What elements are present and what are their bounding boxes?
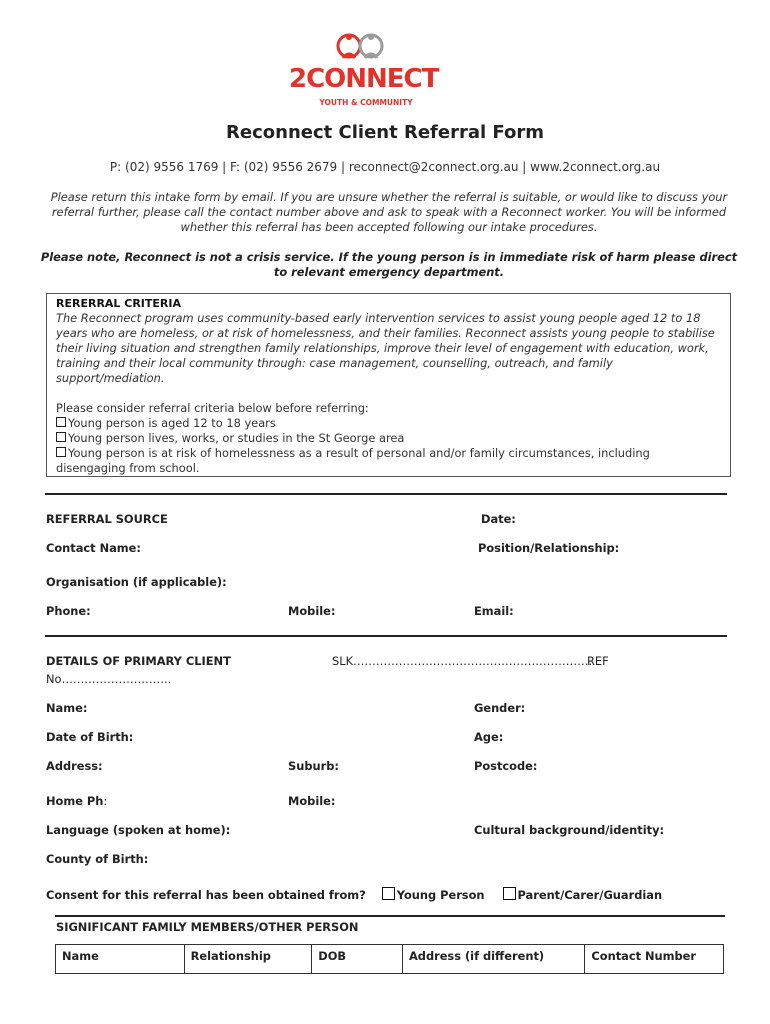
criteria-consider: Please consider referral criteria below before referring: xyxy=(56,401,369,415)
contact-name-label[interactable]: Contact Name: xyxy=(46,541,141,555)
form-title: Reconnect Client Referral Form xyxy=(226,122,544,143)
county-label[interactable]: County of Birth: xyxy=(46,852,149,866)
family-table-header xyxy=(55,944,724,974)
criteria-heading: RERERRAL CRITERIA xyxy=(56,297,181,310)
referral-criteria-box xyxy=(46,293,731,477)
consent-question: Consent for this referral has been obtained from? Young Person Parent/Carer/Guardian xyxy=(46,888,663,902)
criteria-description: The Reconnect program uses community-based early intervention services to assist young people aged 12 to 18 years who are homeless, or at risk of homelessness, and their families. Reconnect assists young people to stabilise their living situation and strengthen family relationships, improve their level of engagement with education, work, training and their local community through: case management, counselling, outreach, and family support/mediation. xyxy=(56,311,715,385)
position-label[interactable]: Position/Relationship: xyxy=(478,541,620,555)
primary-client-heading: DETAILS OF PRIMARY CLIENT xyxy=(46,654,231,668)
column-header-contact-number: Contact Number xyxy=(591,949,697,963)
intro-paragraph: Please return this intake form by email. If you are unsure whether the referral is suitable, or would like to discuss your referral further, please call the contact number above and ask to speak with a Reconnect worker. You will be informed whether this referral has been accepted following our intake procedures. xyxy=(50,190,728,234)
criteria-item[interactable]: Young person is at risk of homelessness as a result of personal and/or family circumstances, including disengaging from school. xyxy=(56,446,650,475)
slk-field[interactable]: SLK……………………………………………………… xyxy=(332,654,593,668)
organisation-label[interactable]: Organisation (if applicable): xyxy=(46,575,227,589)
dob-label[interactable]: Date of Birth: xyxy=(46,730,134,744)
postcode-label[interactable]: Postcode: xyxy=(474,759,538,773)
home-phone-label[interactable]: Home Ph: xyxy=(46,794,108,808)
column-header-dob: DOB xyxy=(312,945,403,973)
client-mobile-label[interactable]: Mobile: xyxy=(288,794,336,808)
column-header-relationship: Relationship xyxy=(185,945,313,973)
checkbox-icon[interactable] xyxy=(56,447,66,457)
checkbox-icon[interactable] xyxy=(56,432,66,442)
section-divider xyxy=(45,635,727,637)
section-divider xyxy=(55,915,725,917)
column-header-name: Name xyxy=(56,945,185,973)
contact-line: P: (02) 9556 1769 | F: (02) 9556 2679 | reconnect@2connect.org.au | www.2connect.org.au xyxy=(109,160,661,174)
address-label[interactable]: Address: xyxy=(46,759,103,773)
name-label[interactable]: Name: xyxy=(46,701,88,715)
checkbox-icon[interactable] xyxy=(382,887,395,900)
date-label[interactable]: Date: xyxy=(481,512,516,526)
crisis-note: Please note, Reconnect is not a crisis service. If the young person is in immediate risk of harm please direct to relevant emergency department. xyxy=(40,250,738,279)
logo-tagline: YOUTH & COMMUNITY xyxy=(319,98,413,107)
consent-parent-option[interactable]: Parent/Carer/Guardian xyxy=(503,888,663,902)
checkbox-icon[interactable] xyxy=(56,417,66,427)
no-field[interactable]: No……………………….. xyxy=(46,672,172,686)
checkbox-icon[interactable] xyxy=(503,887,516,900)
email-label[interactable]: Email: xyxy=(474,604,514,618)
cultural-label[interactable]: Cultural background/identity: xyxy=(474,823,665,837)
suburb-label[interactable]: Suburb: xyxy=(288,759,339,773)
age-label[interactable]: Age: xyxy=(474,730,504,744)
section-divider xyxy=(45,493,727,495)
column-header-address: Address (if different) xyxy=(403,945,585,973)
referral-source-heading: REFERRAL SOURCE xyxy=(46,512,168,526)
2connect-logo xyxy=(285,30,445,110)
criteria-item[interactable]: Young person lives, works, or studies in the St George area xyxy=(56,431,721,446)
gender-label[interactable]: Gender: xyxy=(474,701,526,715)
consent-young-person-option[interactable]: Young Person xyxy=(382,888,485,902)
language-label[interactable]: Language (spoken at home): xyxy=(46,823,231,837)
logo-wordmark: 2CONNECT xyxy=(289,64,439,94)
family-heading: SIGNIFICANT FAMILY MEMBERS/OTHER PERSON xyxy=(56,920,359,934)
criteria-item[interactable]: Young person is aged 12 to 18 years xyxy=(56,416,721,431)
phone-label[interactable]: Phone: xyxy=(46,604,91,618)
mobile-label[interactable]: Mobile: xyxy=(288,604,336,618)
ref-label: REF xyxy=(587,654,609,668)
